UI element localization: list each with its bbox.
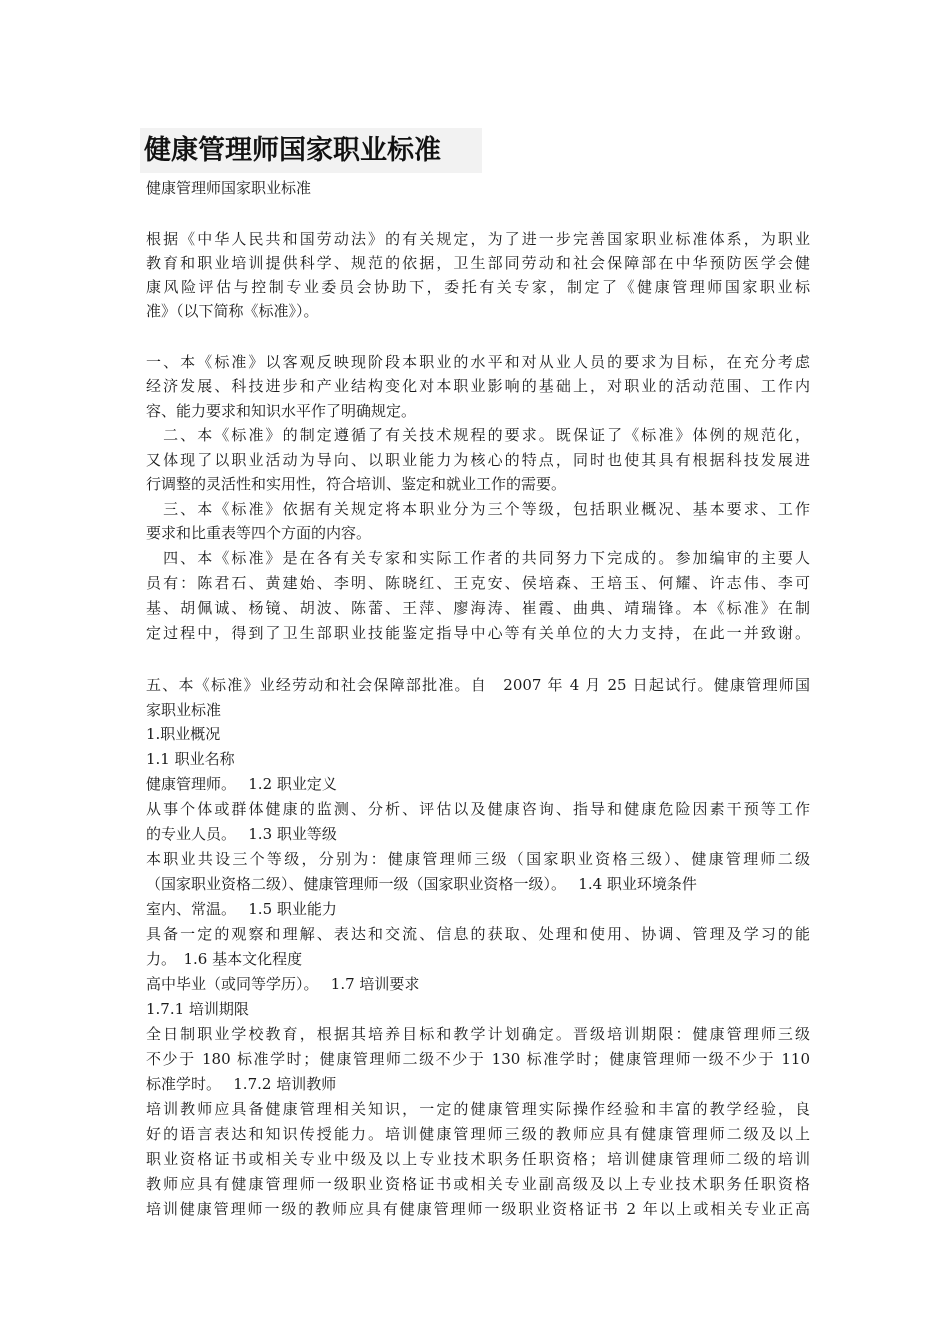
section-heading: 1.职业概况 — [146, 725, 221, 743]
text-line: 五、本《标准》业经劳动和社会保障部批准。自 2007 年 4 月 25 日起试行。健康管理师国 — [146, 676, 810, 694]
text-line: 本职业共设三个等级，分别为：健康管理师三级（国家职业资格三级）、健康管理师二级 — [146, 850, 810, 868]
text-line: 培训教师应具备健康管理相关知识，一定的健康管理实际操作经验和丰富的教学经验，良 — [146, 1100, 810, 1118]
text-line: 康风险评估与控制专业委员会协助下，委托有关专家，制定了《健康管理师国家职业标 — [146, 278, 810, 296]
text-line: 四、本《标准》是在各有关专家和实际工作者的共同努力下完成的。参加编审的主要人 — [146, 549, 810, 567]
text-line: 基、胡佩诚、杨镜、胡波、陈蕾、王萍、廖海涛、崔霞、曲典、靖瑞锋。本《标准》在制 — [146, 599, 810, 617]
text-line: 具备一定的观察和理解、表达和交流、信息的获取、处理和使用、协调、管理及学习的能 — [146, 925, 810, 943]
text-line: 又体现了以职业活动为导向、以职业能力为核心的特点，同时也使其具有根据科技发展进 — [146, 451, 810, 469]
text-line: 标准学时。 1.7.2 培训教师 — [146, 1075, 337, 1093]
text-line: 家职业标准 — [146, 701, 222, 719]
text-line: 教师应具有健康管理师一级职业资格证书或相关专业副高级及以上专业技术职务任职资格 — [146, 1175, 810, 1193]
text-line: 培训健康管理师一级的教师应具有健康管理师一级职业资格证书 2 年以上或相关专业正高 — [146, 1200, 810, 1218]
text-line: 定过程中，得到了卫生部职业技能鉴定指导中心等有关单位的大力支持，在此一并致谢。 — [146, 624, 810, 642]
text-line: 二、本《标准》的制定遵循了有关技术规程的要求。既保证了《标准》体例的规范化， — [146, 426, 810, 444]
text-line: （国家职业资格二级）、健康管理师一级（国家职业资格一级）。 1.4 职业环境条件 — [146, 875, 697, 893]
text-line: 力。 1.6 基本文化程度 — [146, 950, 303, 968]
text-line: 三、本《标准》依据有关规定将本职业分为三个等级，包括职业概况、基本要求、工作 — [146, 500, 810, 518]
text-line: 准》（以下简称《标准》）。 — [146, 302, 319, 320]
text-line: 不少于 180 标准学时；健康管理师二级不少于 130 标准学时；健康管理师一级不少于 110 — [146, 1050, 810, 1068]
text-line: 员有：陈君石、黄建始、李明、陈晓红、王克安、侯培森、王培玉、何耀、许志伟、李可 — [146, 574, 810, 592]
text-line: 容、能力要求和知识水平作了明确规定。 — [146, 402, 417, 420]
text-line: 根据《中华人民共和国劳动法》的有关规定，为了进一步完善国家职业标准体系，为职业 — [146, 230, 810, 248]
text-line: 行调整的灵活性和实用性，符合培训、鉴定和就业工作的需要。 — [146, 475, 567, 493]
document-title: 健康管理师国家职业标准 — [140, 128, 482, 173]
section-heading: 1.7.1 培训期限 — [146, 1000, 249, 1018]
text-line: 要求和比重表等四个方面的内容。 — [146, 524, 372, 542]
text-line: 全日制职业学校教育，根据其培养目标和教学计划确定。晋级培训期限：健康管理师三级 — [146, 1025, 810, 1043]
text-line: 的专业人员。 1.3 职业等级 — [146, 825, 337, 843]
text-line: 室内、常温。 1.5 职业能力 — [146, 900, 337, 918]
text-line: 好的语言表达和知识传授能力。培训健康管理师三级的教师应具有健康管理师二级及以上 — [146, 1125, 810, 1143]
text-line: 一、本《标准》以客观反映现阶段本职业的水平和对从业人员的要求为目标，在充分考虑 — [146, 353, 810, 371]
text-line: 健康管理师。 1.2 职业定义 — [146, 775, 337, 793]
text-line: 从事个体或群体健康的监测、分析、评估以及健康咨询、指导和健康危险因素干预等工作 — [146, 800, 810, 818]
text-line: 高中毕业（或同等学历）。 1.7 培训要求 — [146, 975, 420, 993]
text-line: 教育和职业培训提供科学、规范的依据，卫生部同劳动和社会保障部在中华预防医学会健 — [146, 254, 810, 272]
text-line: 职业资格证书或相关专业中级及以上专业技术职务任职资格；培训健康管理师二级的培训 — [146, 1150, 810, 1168]
section-heading: 1.1 职业名称 — [146, 750, 235, 768]
subtitle-line: 健康管理师国家职业标准 — [146, 179, 312, 197]
text-line: 经济发展、科技进步和产业结构变化对本职业影响的基础上，对职业的活动范围、工作内 — [146, 377, 810, 395]
